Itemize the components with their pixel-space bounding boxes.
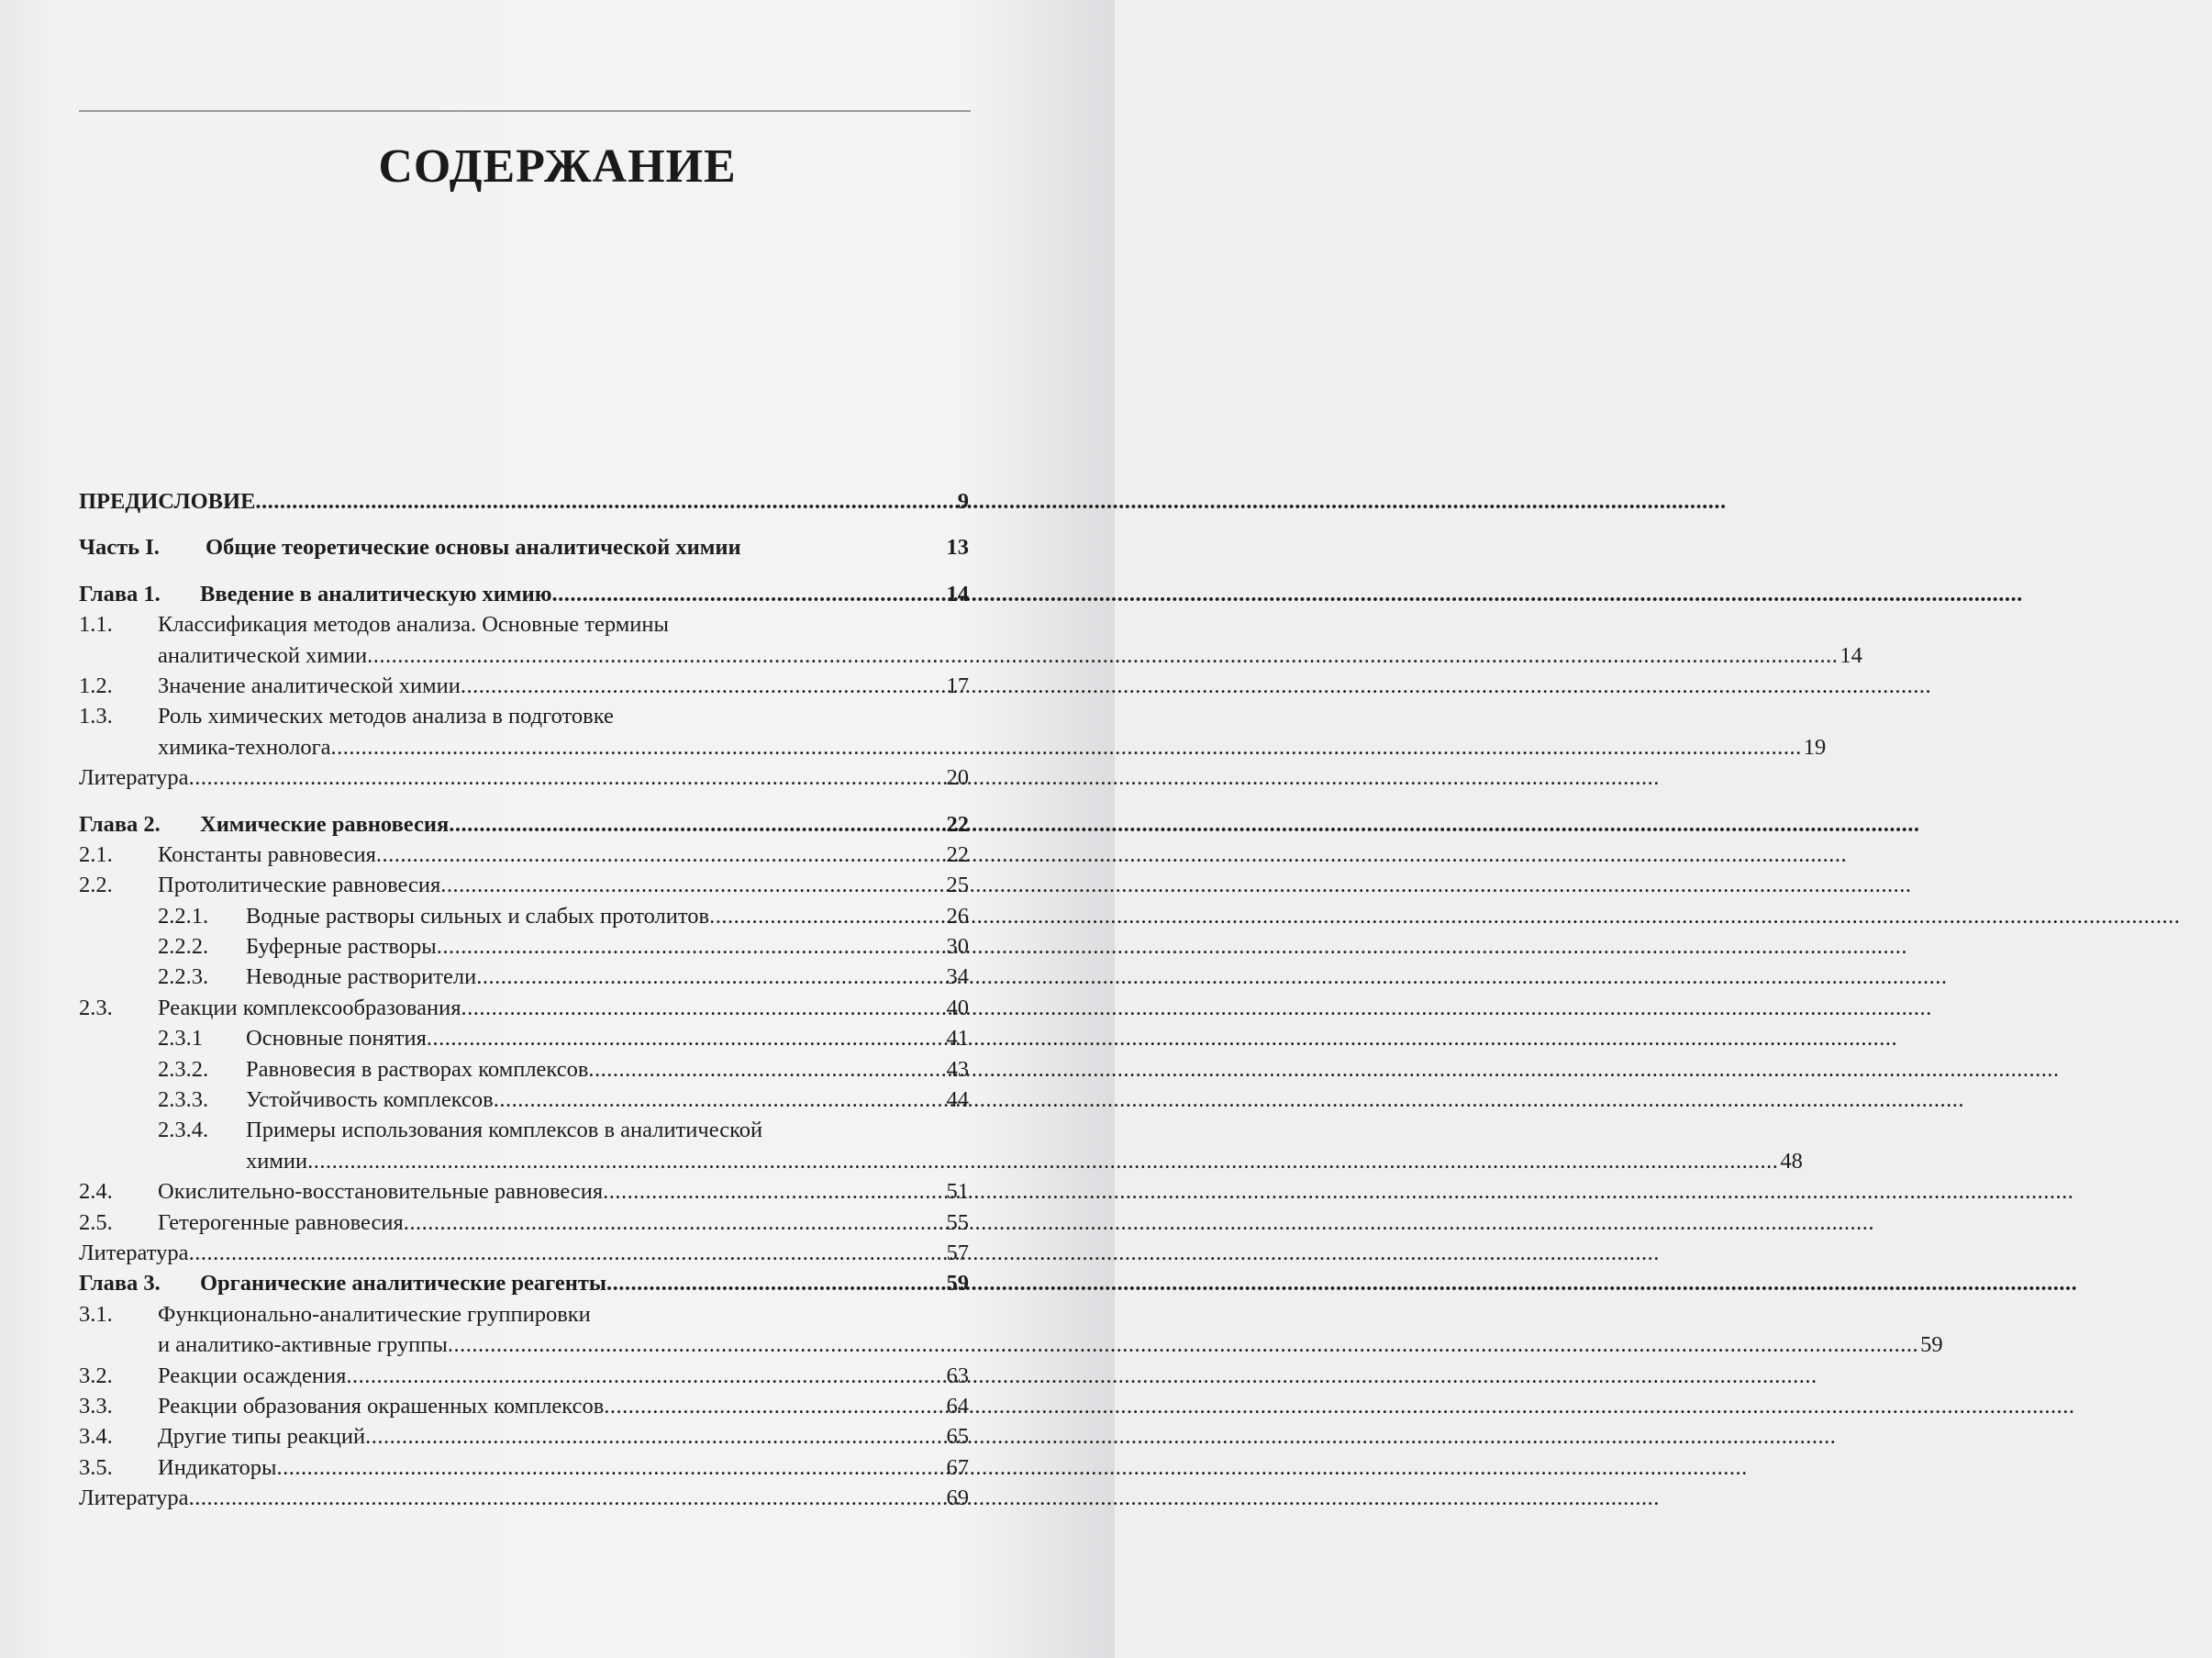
toc-page-number: 55 <box>946 1209 969 1235</box>
toc-entry-title-block <box>158 701 1826 762</box>
toc-entry <box>79 1268 969 1298</box>
toc-entry-number: 2.3.3. <box>158 1087 209 1113</box>
toc-entry <box>79 1054 969 1085</box>
toc-page-number: 17 <box>946 673 969 698</box>
toc-entry <box>79 1085 969 1115</box>
toc-entry-number: 2.5. <box>79 1209 113 1235</box>
toc-entry-title: Гетерогенные равновесия <box>158 1209 404 1235</box>
toc-entry-number: 3.1. <box>79 1301 113 1327</box>
toc-entry <box>79 1421 969 1452</box>
toc-entry-title: Константы равновесия <box>158 841 376 867</box>
toc-entry-number: 2.3.4. <box>158 1118 209 1143</box>
toc-entry <box>79 1207 969 1238</box>
toc-page-number: 43 <box>946 1056 969 1082</box>
dot-leader <box>189 762 945 793</box>
toc-page-number: 41 <box>946 1026 969 1052</box>
toc-entry-title-continuation: и аналитико-активные группы <box>158 1332 448 1358</box>
toc-page-number: 57 <box>946 1241 969 1266</box>
toc-entry-title: Реакции осаждения <box>158 1363 347 1388</box>
toc-page-number: 64 <box>946 1393 969 1419</box>
dot-leader <box>427 1023 945 1053</box>
toc-entry-title: Функционально-аналитические группировки <box>158 1301 591 1327</box>
dot-leader <box>709 901 944 931</box>
toc-entry <box>79 931 969 962</box>
toc-entry-continuation <box>158 1330 1943 1360</box>
toc-entry-title: Неводные растворители <box>246 964 477 990</box>
toc-entry-title: Окислительно-восстановительные равновесия <box>158 1179 604 1205</box>
toc-entry-continuation <box>246 1146 1803 1176</box>
toc-entry <box>79 1391 969 1421</box>
toc-entry <box>79 870 969 900</box>
toc-entry-number: 3.5. <box>79 1454 113 1480</box>
toc-entry <box>79 1115 1803 1176</box>
toc-entry <box>79 901 969 931</box>
toc-entry-continuation <box>158 732 1826 762</box>
dot-leader <box>189 1483 945 1513</box>
dot-leader <box>494 1085 945 1115</box>
dot-leader <box>189 1238 945 1268</box>
toc-entry-number: 1.2. <box>79 673 113 698</box>
toc-page-number: 44 <box>946 1087 969 1113</box>
dot-leader <box>449 809 944 840</box>
page-title: СОДЕРЖАНИЕ <box>378 140 737 193</box>
dot-leader <box>603 1176 944 1207</box>
toc-page-number: 13 <box>946 535 969 561</box>
toc-entry-title: Индикаторы <box>158 1454 277 1480</box>
toc-page-number: 65 <box>946 1424 969 1450</box>
toc-entry-number: 3.2. <box>79 1363 113 1388</box>
dot-leader <box>461 993 945 1023</box>
toc-entry-number: Часть I. <box>79 535 160 561</box>
toc-entry <box>79 1452 969 1483</box>
dot-leader <box>255 486 955 517</box>
toc-entry <box>79 809 969 840</box>
dot-leader <box>365 1421 944 1452</box>
toc-entry <box>79 609 1862 671</box>
toc-entry-title: Буферные растворы <box>246 934 437 960</box>
toc-entry-title: Органические аналитические реагенты <box>200 1271 607 1296</box>
toc-entry-title: Литература <box>79 1241 189 1266</box>
toc-page-number: 51 <box>946 1179 969 1205</box>
toc-page-number: 26 <box>946 903 969 929</box>
toc-entry-title: Водные растворы сильных и слабых протолитов <box>246 903 710 929</box>
toc-entry-continuation <box>158 640 1862 671</box>
toc-entry-title: ПРЕДИСЛОВИЕ <box>79 488 256 514</box>
toc-entry-title: Введение в аналитическую химию <box>200 581 552 606</box>
toc-entry-number: 2.2.3. <box>158 964 209 990</box>
toc-entry-title-block <box>246 1115 1803 1176</box>
toc-entry-title-continuation: аналитической химии <box>158 642 368 668</box>
toc-page-number: 19 <box>1803 734 1827 760</box>
dot-leader <box>551 579 944 609</box>
table-of-contents <box>79 486 1943 1514</box>
dot-leader <box>588 1054 944 1085</box>
toc-page-number: 48 <box>1780 1148 1803 1174</box>
toc-page-number: 9 <box>957 488 969 514</box>
toc-entry-number: Глава 1. <box>79 581 161 606</box>
toc-entry <box>79 840 969 870</box>
toc-entry-number: 2.1. <box>79 841 113 867</box>
dot-leader <box>376 840 945 870</box>
dot-leader <box>331 732 1802 762</box>
toc-entry-number: Глава 2. <box>79 811 161 837</box>
toc-entry <box>79 993 969 1023</box>
dot-leader <box>606 1268 944 1298</box>
toc-entry-number: 3.3. <box>79 1393 113 1419</box>
toc-page-number: 22 <box>946 811 969 837</box>
dot-leader <box>448 1330 1918 1360</box>
dot-leader <box>604 1391 944 1421</box>
toc-entry <box>79 762 969 793</box>
toc-page-number: 59 <box>1920 1332 1943 1358</box>
toc-page-number: 63 <box>946 1363 969 1388</box>
toc-entry <box>79 1361 969 1391</box>
dot-leader <box>437 931 945 962</box>
toc-entry-title: Общие теоретические основы аналитической химии <box>206 535 741 561</box>
toc-entry-title: Другие типы реакций <box>158 1424 366 1450</box>
toc-page-number: 22 <box>946 841 969 867</box>
dot-leader <box>367 640 1838 671</box>
dot-leader <box>404 1207 945 1238</box>
toc-entry-title: Реакции комплексообразования <box>158 995 461 1020</box>
toc-entry-number: 2.3. <box>79 995 113 1020</box>
dot-leader <box>461 671 945 701</box>
toc-page-number: 14 <box>946 581 969 606</box>
toc-entry <box>79 532 969 562</box>
toc-entry <box>79 701 1827 762</box>
toc-entry-title-continuation: химика-технолога <box>158 734 331 760</box>
toc-entry-title: Реакции образования окрашенных комплексов <box>158 1393 605 1419</box>
toc-entry-number: 1.3. <box>79 704 113 729</box>
toc-entry-number: 2.4. <box>79 1179 113 1205</box>
toc-entry-title-block <box>158 609 1862 671</box>
toc-entry-title-continuation: химии <box>246 1148 308 1174</box>
toc-page-number: 30 <box>946 934 969 960</box>
toc-entry-title: Равновесия в растворах комплексов <box>246 1056 589 1082</box>
toc-entry-title: Значение аналитической химии <box>158 673 461 698</box>
toc-entry-number: Глава 3. <box>79 1271 161 1296</box>
toc-entry-title: Литература <box>79 765 189 791</box>
toc-entry-title: Примеры использования комплексов в аналитической <box>246 1118 763 1143</box>
toc-entry-title: Химические равновесия <box>200 811 450 837</box>
dot-leader <box>346 1361 944 1391</box>
toc-page-number: 67 <box>946 1454 969 1480</box>
toc-entry-title: Устойчивость комплексов <box>246 1087 494 1113</box>
toc-page-number: 40 <box>946 995 969 1020</box>
toc-page-number: 20 <box>946 765 969 791</box>
toc-page-number: 69 <box>946 1486 969 1511</box>
toc-entry-number: 1.1. <box>79 612 113 638</box>
toc-entry-number: 2.2. <box>79 873 113 898</box>
header-rule <box>79 110 971 112</box>
toc-entry <box>79 963 969 993</box>
toc-page-number: 59 <box>946 1271 969 1296</box>
toc-entry-number: 2.3.2. <box>158 1056 209 1082</box>
toc-entry-title: Классификация методов анализа. Основные термины <box>158 612 669 638</box>
dot-leader <box>440 870 944 900</box>
toc-entry-title: Литература <box>79 1486 189 1511</box>
toc-entry <box>79 579 969 609</box>
toc-entry-number: 3.4. <box>79 1424 113 1450</box>
toc-entry-title-block <box>158 1299 1943 1361</box>
dot-leader <box>307 1146 1778 1176</box>
toc-entry <box>79 1176 969 1207</box>
toc-entry-number: 2.2.2. <box>158 934 209 960</box>
toc-entry <box>79 671 969 701</box>
dot-leader <box>476 962 944 992</box>
toc-page-number: 14 <box>1840 642 1862 668</box>
toc-entry <box>79 1299 1943 1361</box>
toc-entry-title: Роль химических методов анализа в подготовке <box>158 704 614 729</box>
toc-entry <box>79 1023 969 1053</box>
toc-page-number: 34 <box>946 964 969 990</box>
toc-entry-title: Протолитические равновесия <box>158 873 441 898</box>
toc-entry <box>79 486 969 517</box>
toc-entry-title: Основные понятия <box>246 1026 427 1052</box>
toc-entry-number: 2.2.1. <box>158 903 209 929</box>
dot-leader <box>277 1452 945 1483</box>
toc-entry <box>79 1238 969 1268</box>
toc-entry <box>79 1483 969 1513</box>
toc-entry-number: 2.3.1 <box>158 1026 203 1052</box>
toc-page-number: 25 <box>946 873 969 898</box>
